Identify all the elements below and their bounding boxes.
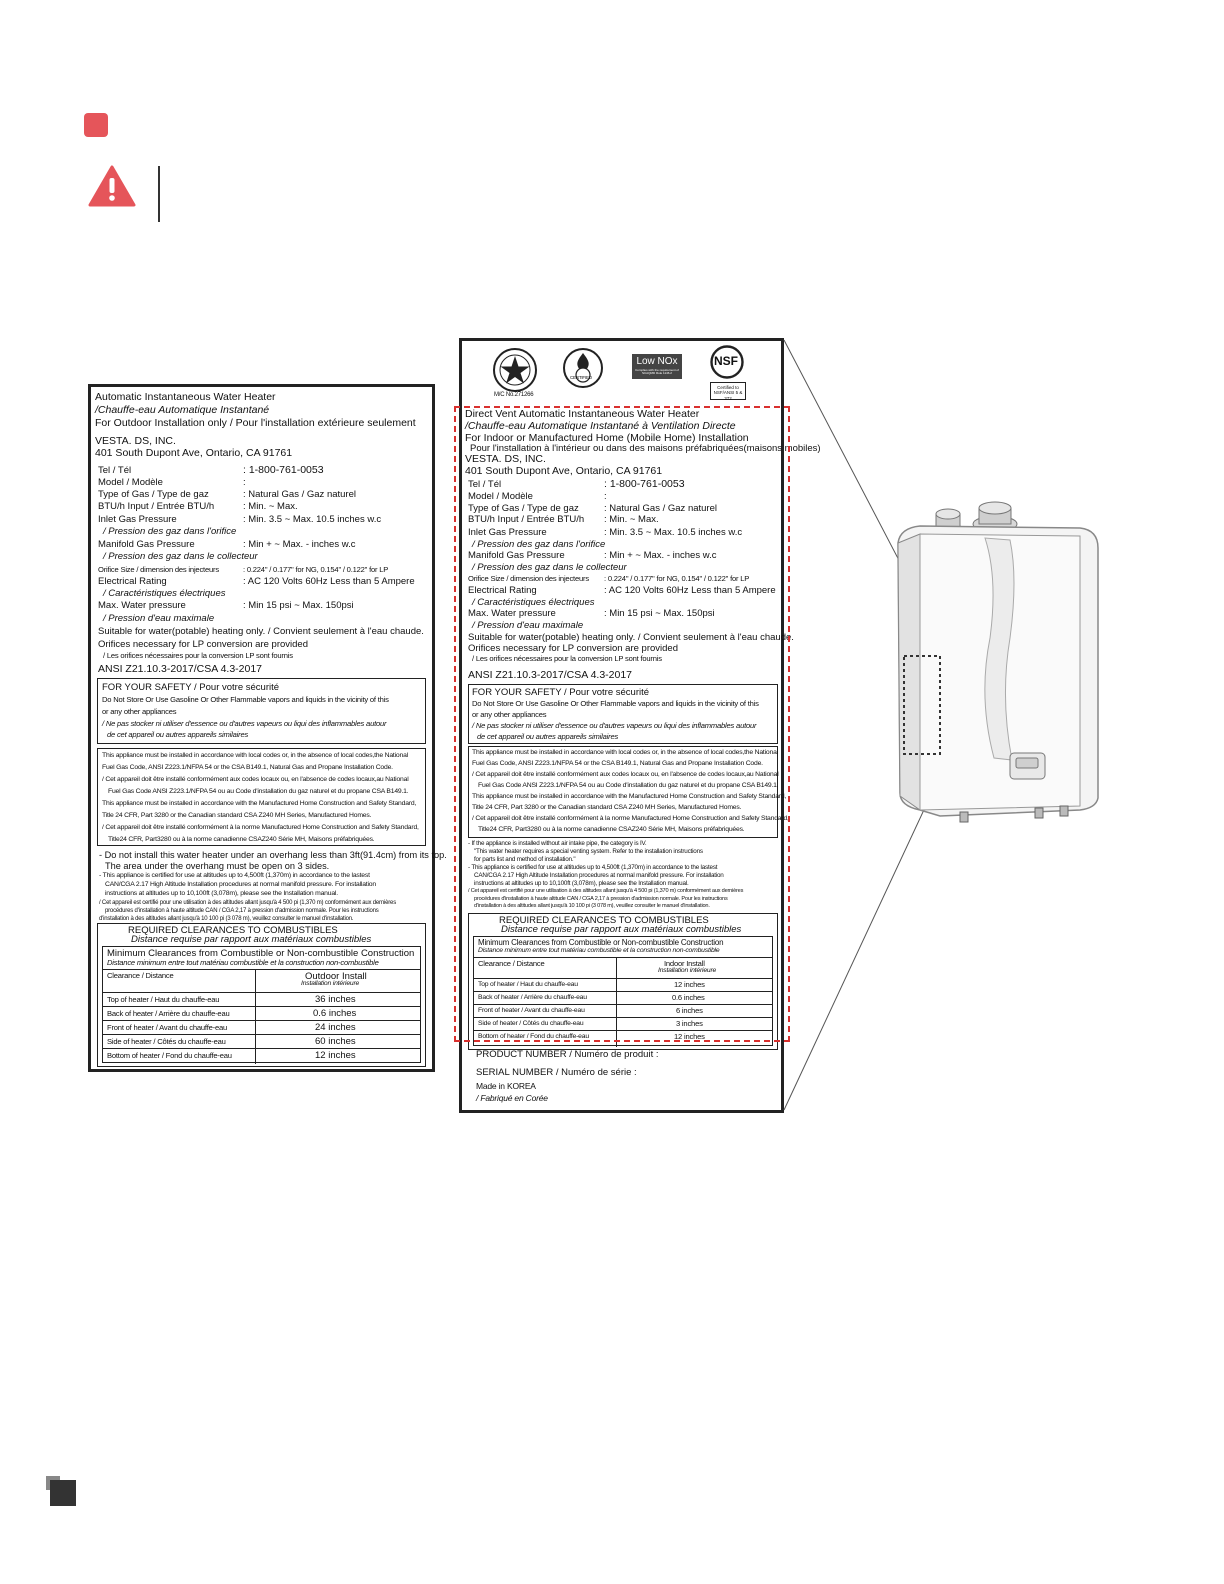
label-title: Direct Vent Automatic Instantaneous Water Heater (465, 408, 700, 420)
ansi-standard: ANSI Z21.10.3-2017/CSA 4.3-2017 (468, 669, 633, 681)
clearance-row-value: 6 inches (676, 1006, 703, 1015)
manifold-value: : Min + ~ Max. - inches w.c (243, 539, 356, 550)
clearance-row-value: 3 inches (676, 1019, 703, 1028)
altitude-line-fr: / Cet appareil est certifié pour une utilisation à des altitudes allant jusqu'à 4 500 pi (1,370 m) conformément aux dernières (468, 888, 744, 894)
water-label-fr: / Pression d'eau maximale (472, 620, 584, 631)
inlet-label: Inlet Gas Pressure (98, 514, 177, 525)
clearance-title-fr: Distance requise par rapport aux matériaux combustibles (131, 934, 372, 945)
code-line: This appliance must be installed in accordance with the Manufactured Home Construction and Safety Standard, (472, 793, 787, 800)
model-label: Model / Modèle (468, 491, 533, 502)
tel-label: Tel / Tél (468, 479, 502, 490)
inlet-label-fr: / Pression des gaz dans l'orifice (103, 526, 237, 537)
electrical-value: : AC 120 Volts 60Hz Less than 5 Ampere (243, 576, 415, 587)
csa-caption: M/C No.271266 (494, 392, 534, 398)
safety-title: FOR YOUR SAFETY / Pour votre sécurité (472, 687, 650, 698)
label-title: Automatic Instantaneous Water Heater (95, 391, 276, 403)
suitable-text: Suitable for water(potable) heating only. / Convient seulement à l'eau chaude. (468, 632, 794, 643)
inlet-label-fr: / Pression des gaz dans l'orifice (472, 539, 606, 550)
altitude-line: - This appliance is certified for use at altitudes up to 4,500ft (1,370m) in accordance to the lastest (468, 864, 718, 871)
clearance-row-label: Front of heater / Avant du chauffe-eau (478, 1007, 585, 1014)
warning-divider (158, 166, 160, 222)
clearance-row-label: Top of heater / Haut du chauffe-eau (107, 995, 220, 1004)
altitude-line-fr: procédures d'installation à haute altitude CAN / CGA 2,17 à pression d'admission normale. Pour les instructions (105, 908, 379, 914)
clearance-row-label: Bottom of heater / Fond du chauffe-eau (107, 1051, 232, 1060)
code-line: Fuel Gas Code, ANSI Z223.1/NFPA 54 or the CSA B149.1, Natural Gas and Propane Installation Code. (102, 764, 393, 771)
altitude-line-fr: d'installation à des altitudes allant jusqu'à 10 100 pi (3 078 m), veuillez consulter le manuel d'installation. (99, 916, 354, 922)
inlet-value: : Min. 3.5 ~ Max. 10.5 inches w.c (604, 527, 743, 538)
clearance-row-value: 12 inches (674, 1032, 705, 1041)
clearance-row-label: Side of heater / Côtés du chauffe-eau (107, 1037, 226, 1046)
safety-line-fr-2: de cet appareil ou autres appareils similaires (107, 730, 249, 739)
product-number: PRODUCT NUMBER / Numéro de produit : (476, 1049, 659, 1060)
orifice-label: Orifice Size / dimension des injecteurs (98, 565, 219, 574)
electrical-value: : AC 120 Volts 60Hz Less than 5 Ampere (604, 585, 776, 596)
code-line: / Cet appareil doit être installé conformément à la norme Manufactured Home Construction and Safety Standard, (102, 824, 419, 831)
code-line: This appliance must be installed in accordance with the Manufactured Home Construction and Safety Standard, (102, 800, 417, 807)
min-title-fr: Distance minimum entre tout matériau combustible et la construction non-combustible (107, 958, 379, 967)
clearance-row-value: 12 inches (315, 1050, 356, 1061)
altitude-line-fr: procédures d'installation à haute altitude CAN / CGA 2,17 à pression d'admission normale. Pour les instructions (474, 896, 728, 902)
clearance-row-label: Back of heater / Arrière du chauffe-eau (478, 994, 587, 1001)
code-line: / Cet appareil doit être installé conformément aux codes locaux ou, en l'absence de codes locaux,au National (102, 776, 409, 783)
code-line: Fuel Gas Code, ANSI Z223.1/NFPA 54 or the CSA B149.1, Natural Gas and Propane Installation Code. (472, 760, 763, 767)
code-line: Fuel Gas Code ANSI Z223.1/NFPA 54 ou au Code d'installation du gaz naturel et du propane CSA B149.1. (108, 788, 409, 795)
label-title-fr: /Chauffe-eau Automatique Instantané (95, 404, 270, 416)
gas-type-label: Type of Gas / Type de gaz (98, 489, 209, 500)
col-install-fr: Installation intérieure (301, 980, 360, 987)
col-install: Outdoor Install (305, 971, 367, 982)
manifold-label: Manifold Gas Pressure (98, 539, 195, 550)
col-clearance: Clearance / Distance (478, 959, 545, 968)
min-title: Minimum Clearances from Combustible or Non-combustible Construction (107, 948, 415, 959)
btu-value: : Min. ~ Max. (604, 514, 659, 525)
col-clearance: Clearance / Distance (107, 971, 174, 980)
clearance-row-value: 24 inches (315, 1022, 356, 1033)
min-title-fr: Distance minimum entre tout matériau combustible et la construction non-combustible (478, 947, 720, 954)
orifices-text: Orifices necessary for LP conversion are provided (98, 639, 308, 650)
code-line: Title 24 CFR, Part 3280 or the Canadian standard CSA Z240 MH Series, Manufactured Homes. (472, 804, 742, 811)
code-line: / Cet appareil doit être installé conformément aux codes locaux ou, en l'absence de codes locaux,au National (472, 771, 779, 778)
safety-line-1: Do Not Store Or Use Gasoline Or Other Flammable vapors and liquids in the vicinity of this (102, 695, 389, 704)
water-label: Max. Water pressure (98, 600, 186, 611)
clearance-row-value: 12 inches (674, 980, 705, 989)
safety-line-2: or any other appliances (102, 707, 177, 716)
water-heater-illustration (780, 338, 1200, 1118)
label-title-fr: /Chauffe-eau Automatique Instantané à Ventilation Directe (465, 420, 736, 432)
code-line: This appliance must be installed in accordance with local codes or, in the absence of local codes,the National (102, 752, 408, 759)
col-install-fr: Installation intérieure (658, 967, 717, 974)
col-install: Indoor Install (664, 959, 705, 968)
gas-type-value: : Natural Gas / Gaz naturel (243, 489, 356, 500)
water-value: : Min 15 psi ~ Max. 150psi (243, 600, 354, 611)
nsf-caption: Certified to NSF/ANSI 5 & 372 (713, 385, 743, 401)
made-in-fr: / Fabriqué en Corée (476, 1093, 548, 1103)
outdoor-rating-label (88, 384, 447, 1072)
code-line: Title24 CFR, Part3280 ou à la norme canadienne CSAZ240 Série MH, Maisons préfabriquées. (478, 826, 745, 833)
safety-line-fr-1: / Ne pas stocker ni utiliser d'essence ou d'autres vapeurs ou liqui des inflammables autour (102, 719, 387, 728)
safety-line-fr-1: / Ne pas stocker ni utiliser d'essence ou d'autres vapeurs ou liqui des inflammables autour (472, 721, 757, 730)
suitable-text: Suitable for water(potable) heating only. / Convient seulement à l'eau chaude. (98, 626, 424, 637)
clearance-row-value: 60 inches (315, 1036, 356, 1047)
safety-line-2: or any other appliances (472, 710, 547, 719)
clearance-row-value: 36 inches (315, 994, 356, 1005)
manifold-label-fr: / Pression des gaz dans le collecteur (103, 551, 258, 562)
altitude-line: instructions at altitudes up to 10,100ft (3,078m), please see the Installation manual. (474, 880, 689, 887)
clearance-row-label: Back of heater / Arrière du chauffe-eau (107, 1009, 230, 1018)
clearance-box (97, 923, 426, 1067)
low-nox-badge (632, 354, 682, 379)
install-type: For Indoor or Manufactured Home (Mobile Home) Installation (465, 432, 749, 444)
vent-line: - If the appliance is installed without air intake pipe, the category is IV. (468, 840, 647, 847)
code-line: / Cet appareil doit être installé conformément à la norme Manufactured Home Construction and Safety Standard, (472, 815, 789, 822)
model-value: : (243, 477, 246, 488)
orifices-text-fr: / Les orifices nécessaires pour la conversion LP sont fournis (472, 654, 662, 663)
code-box (97, 748, 426, 846)
nsf-text: NSF (714, 354, 738, 368)
code-line: This appliance must be installed in accordance with local codes or, in the absence of local codes,the National (472, 749, 778, 756)
orifice-label: Orifice Size / dimension des injecteurs (468, 574, 589, 583)
clearance-title-fr: Distance requise par rapport aux matériaux combustibles (501, 924, 742, 935)
clearance-row-value: 0.6 inches (313, 1008, 357, 1019)
clearance-title: REQUIRED CLEARANCES TO COMBUSTIBLES (128, 925, 338, 936)
orifice-value: : 0.224" / 0.177" for NG, 0.154" / 0.122" for LP (243, 565, 389, 574)
safety-line-1: Do Not Store Or Use Gasoline Or Other Flammable vapors and liquids in the vicinity of this (472, 699, 759, 708)
ansi-standard: ANSI Z21.10.3-2017/CSA 4.3-2017 (98, 663, 263, 675)
btu-value: : Min. ~ Max. (243, 501, 298, 512)
safety-title: FOR YOUR SAFETY / Pour votre sécurité (102, 682, 280, 693)
clearance-row-label: Bottom of heater / Fond du chauffe-eau (478, 1033, 589, 1040)
page-marker-icon (46, 1476, 76, 1506)
tel-value: : 1-800-761-0053 (243, 464, 324, 476)
manifold-label: Manifold Gas Pressure (468, 550, 565, 561)
vent-line: for parts list and method of installation." (474, 856, 576, 863)
low-nox-subtext: Complies with the requirement of SCAQMD Rule 1146.2 (635, 368, 679, 376)
low-nox-text: Low NOx (636, 356, 678, 367)
company-address: 401 South Dupont Ave, Ontario, CA 91761 (465, 465, 663, 477)
btu-label: BTU/h Input / Entrée BTU/h (98, 501, 215, 512)
clearance-row-label: Top of heater / Haut du chauffe-eau (478, 981, 578, 988)
serial-number: SERIAL NUMBER / Numéro de série : (476, 1067, 637, 1078)
vent-line: "This water heater requires a special venting system. Refer to the installation instructions (474, 848, 703, 855)
altitude-line: - This appliance is certified for use at altitudes up to 4,500ft (1,370m) in accordance to the lastest (99, 872, 370, 879)
csa-star-seal-icon (492, 347, 538, 393)
code-line: Title 24 CFR, Part 3280 or the Canadian standard CSA Z240 MH Series, Manufactured Homes. (102, 812, 372, 819)
model-label: Model / Modèle (98, 477, 163, 488)
tel-label: Tel / Tél (98, 465, 132, 476)
altitude-line: CAN/CGA 2.17 High Altitude Installation procedures at normal manifold pressure. For installation (105, 881, 376, 888)
install-type-fr: Pour l'installation à l'intérieur ou dans des maisons préfabriquées(maisons mobiles) (470, 443, 821, 454)
company-name: VESTA. DS, INC. (95, 435, 176, 447)
clearance-row-label: Front of heater / Avant du chauffe-eau (107, 1023, 228, 1032)
gas-type-label: Type of Gas / Type de gaz (468, 503, 579, 514)
made-in: Made in KOREA (476, 1081, 536, 1091)
manifold-value: : Min + ~ Max. - inches w.c (604, 550, 717, 561)
section-marker (84, 113, 108, 137)
code-line: Fuel Gas Code ANSI Z223.1/NFPA 54 ou au Code d'installation du gaz naturel et du propane CSA B149.1. (478, 782, 779, 789)
flame-cert-seal-icon (562, 347, 604, 391)
orifices-text-fr: / Les orifices nécessaires pour la conversion LP sont fournis (103, 651, 293, 660)
altitude-line-fr: d'installation à des altitudes allant jusqu'à 10 100 pi (3 078 m), veuillez consulter le manuel d'installation. (474, 903, 710, 909)
indoor-label-highlight (454, 406, 790, 1042)
inlet-label: Inlet Gas Pressure (468, 527, 547, 538)
altitude-line: CAN/CGA 2.17 High Altitude Installation procedures at normal manifold pressure. For installation (474, 872, 724, 879)
safety-line-fr-2: de cet appareil ou autres appareils similaires (477, 732, 619, 741)
clearance-title: REQUIRED CLEARANCES TO COMBUSTIBLES (499, 915, 709, 926)
water-label: Max. Water pressure (468, 608, 556, 619)
code-line: Title24 CFR, Part3280 ou à la norme canadienne CSAZ240 Série MH, Maisons préfabriquées. (108, 836, 375, 843)
altitude-line: instructions at altitudes up to 10,100ft (3,078m), please see the Installation manual. (105, 890, 338, 897)
company-name: VESTA. DS, INC. (465, 453, 546, 465)
overhang-line-1: - Do not install this water heater under an overhang less than 3ft(91.4cm) from its top. (99, 850, 447, 860)
install-type: For Outdoor Installation only / Pour l'installation extérieure seulement (95, 417, 416, 429)
orifices-text: Orifices necessary for LP conversion are provided (468, 643, 678, 654)
manifold-label-fr: / Pression des gaz dans le collecteur (472, 562, 627, 573)
electrical-label: Electrical Rating (468, 585, 537, 596)
tel-value: : 1-800-761-0053 (604, 478, 685, 490)
safety-box (97, 678, 426, 744)
clearance-table (102, 946, 421, 1063)
warning-triangle-icon (88, 165, 136, 207)
electrical-label-fr: / Caractéristiques électriques (472, 597, 595, 608)
electrical-label-fr: / Caractéristiques électriques (103, 588, 226, 599)
nsf-caption-box (710, 382, 746, 400)
min-title: Minimum Clearances from Combustible or Non-combustible Construction (478, 938, 724, 947)
clearance-row-label: Side of heater / Côtés du chauffe-eau (478, 1020, 584, 1027)
electrical-label: Electrical Rating (98, 576, 167, 587)
water-value: : Min 15 psi ~ Max. 150psi (604, 608, 715, 619)
inlet-value: : Min. 3.5 ~ Max. 10.5 inches w.c (243, 514, 382, 525)
clearance-row-value: 0.6 inches (672, 993, 705, 1002)
btu-label: BTU/h Input / Entrée BTU/h (468, 514, 585, 525)
orifice-value: : 0.224" / 0.177" for NG, 0.154" / 0.122" for LP (604, 574, 750, 583)
gas-type-value: : Natural Gas / Gaz naturel (604, 503, 717, 514)
altitude-line-fr: / Cet appareil est certifié pour une utilisation à des altitudes allant jusqu'à 4 500 pi (1,370 m) conformément aux dernières (99, 900, 396, 906)
overhang-line-2: The area under the overhang must be open on 3 sides. (105, 861, 330, 871)
certified-caption: CERTIFIED (570, 375, 592, 380)
water-label-fr: / Pression d'eau maximale (103, 613, 215, 624)
company-address: 401 South Dupont Ave, Ontario, CA 91761 (95, 447, 293, 459)
model-value: : (604, 491, 607, 502)
